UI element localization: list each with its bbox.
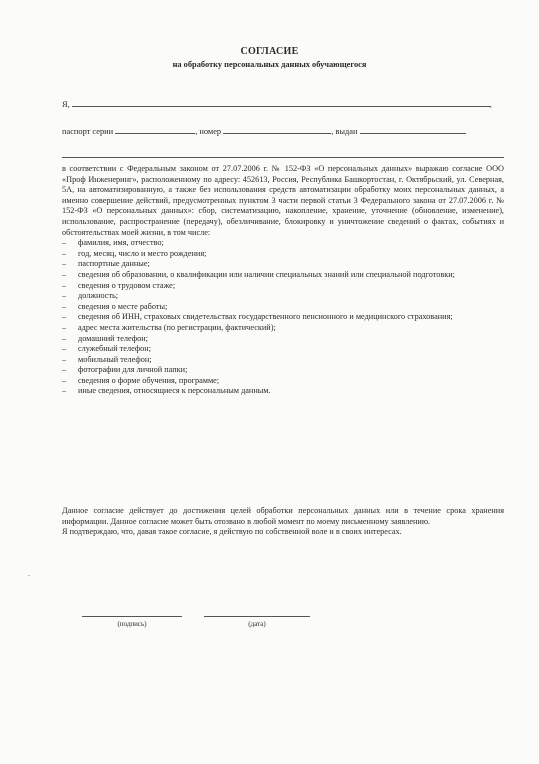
passport-number-label: , номер — [195, 127, 222, 136]
list-item: – сведения о месте работы; — [62, 302, 504, 313]
list-item: – паспортные данные; — [62, 259, 504, 270]
list-item: – домашний телефон; — [62, 334, 504, 345]
list-item: – адрес места жительства (по регистрации, фактический); — [62, 323, 504, 334]
name-row — [62, 98, 502, 109]
list-item: – должность; — [62, 291, 504, 302]
closing-text — [62, 506, 504, 538]
signature-label: (подпись) — [117, 620, 147, 628]
name-field[interactable] — [72, 98, 490, 107]
list-item: – сведения о трудовом стаже; — [62, 281, 504, 292]
passport-issued-field[interactable] — [360, 125, 466, 134]
passport-row — [62, 125, 502, 136]
date-block — [204, 616, 310, 628]
scan-speck — [28, 575, 30, 576]
list-item: – служебный телефон; — [62, 344, 504, 355]
list-item: – сведения об образовании, о квалификации или наличии специальных знаний или специальной подготовки; — [62, 270, 504, 281]
list-item: – мобильный телефон; — [62, 355, 504, 366]
signature-line[interactable] — [82, 616, 182, 617]
date-line[interactable] — [204, 616, 310, 617]
passport-series-field[interactable] — [115, 125, 195, 134]
data-items-list — [62, 238, 504, 397]
passport-series-label: паспорт серии — [62, 127, 114, 136]
name-end: , — [489, 100, 492, 109]
consent-body — [62, 164, 504, 397]
document-subtitle: на обработку персональных данных обучающегося — [172, 60, 367, 69]
confirm-paragraph: Я подтверждаю, что, давая такое согласие, я действую по собственной воле и в своих интересах. — [62, 527, 402, 537]
validity-paragraph: Данное согласие действует до достижения целей обработки персональных данных или в течение срока хранения информации. Данное согласие может быть отозвано в любой момент по моему письменному заявлению. — [62, 506, 504, 526]
intro-paragraph: в соответствии с Федеральным законом от 27.07.2006 г. № 152-ФЗ «О персональных данных» выражаю согласие ООО «Проф Инженеринг», расположенному по адресу: 452613, Россия, Республика Башкортостан, г. Октябрьский, ул. Северная, 5А, на автоматизированную, а также без использования средств автоматизации обработку моих персональных данных, а именно совершение действий, предусмотренных пунктом 3 части первой статьи 3 Федерального закона от 27.07.2006 г. № 152-ФЗ «О персональных данных»: сбор, систематизацию, накопление, хранение, уточнение (обновление, изменение), использование, распространение (передачу), обезличивание, блокировку и уничтожение сведений о фактах, событиях и обстоятельствах моей жизни, в том числе: — [62, 164, 504, 237]
passport-issued-label: , выдан — [331, 127, 358, 136]
issued-continuation-line[interactable] — [62, 157, 504, 158]
list-item: – год, месяц, число и место рождения; — [62, 249, 504, 260]
list-item: – фамилия, имя, отчество; — [62, 238, 504, 249]
list-item: – фотографии для личной папки; — [62, 365, 504, 376]
list-item: – сведения о форме обучения, программе; — [62, 376, 504, 387]
document-title: СОГЛАСИЕ — [240, 46, 299, 57]
list-item: – сведения об ИНН, страховых свидетельствах государственного пенсионного и медицинского страхования; — [62, 312, 504, 323]
name-label: Я, — [62, 100, 70, 109]
date-label: (дата) — [248, 620, 266, 628]
list-item: – иные сведения, относящиеся к персональным данным. — [62, 386, 504, 397]
signature-block — [82, 616, 182, 628]
passport-number-field[interactable] — [223, 125, 331, 134]
